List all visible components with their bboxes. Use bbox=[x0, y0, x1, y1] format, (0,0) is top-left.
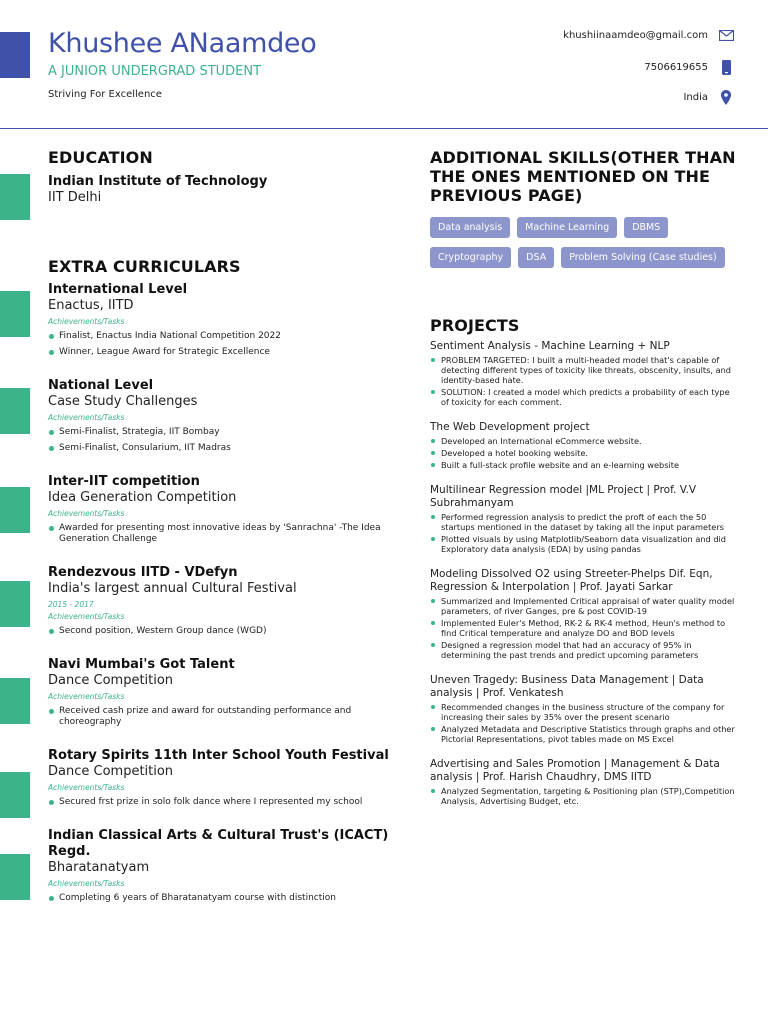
list-item: Performed regression analysis to predict the proft of each the 50 startups mentioned in the dataset by taking all the input parameters bbox=[430, 512, 740, 532]
achievements-list bbox=[48, 893, 398, 904]
section-marker bbox=[0, 174, 30, 220]
list-item: Implemented Euler's Method, RK-2 & RK-4 method, Heun's method to find Critical temperature and analyze DO and BOD levels bbox=[430, 618, 740, 638]
skills-heading: ADDITIONAL SKILLS(OTHER THAN THE ONES MENTIONED ON THE PREVIOUS PAGE) bbox=[430, 148, 736, 205]
achievements-label: Achievements/Tasks bbox=[48, 692, 125, 701]
list-item: Winner, League Award for Strategic Excellence bbox=[48, 347, 398, 358]
entry-title: Rendezvous IITD - VDefyn bbox=[48, 565, 238, 580]
project-item bbox=[430, 484, 740, 554]
project-item bbox=[430, 340, 740, 407]
projects-heading: PROJECTS bbox=[430, 316, 520, 335]
project-item bbox=[430, 758, 740, 806]
entry-title: International Level bbox=[48, 282, 188, 297]
skills-tag-list bbox=[430, 217, 740, 268]
achievements-list bbox=[48, 427, 398, 454]
project-title: Modeling Dissolved O2 using Streeter-Phelps Dif. Eqn, Regression & Interpolation | Prof. Jayati Sarkar bbox=[430, 568, 713, 593]
section-marker bbox=[0, 772, 30, 818]
project-title: Uneven Tragedy: Business Data Management | Data analysis | Prof. Venkatesh bbox=[430, 674, 704, 699]
achievements-label: Achievements/Tasks bbox=[48, 783, 125, 792]
contact-email[interactable] bbox=[563, 28, 734, 42]
right-column bbox=[430, 148, 740, 806]
section-marker bbox=[0, 291, 30, 337]
project-bullets bbox=[430, 596, 740, 660]
skill-tag: Data analysis bbox=[430, 217, 510, 238]
project-bullets bbox=[430, 702, 740, 744]
achievements-label: Achievements/Tasks bbox=[48, 317, 125, 326]
entry-subtitle: Enactus, IITD bbox=[48, 298, 134, 313]
header-divider bbox=[0, 128, 768, 129]
skill-tag: Cryptography bbox=[430, 247, 511, 268]
resume-name: Khushee ANaamdeo bbox=[48, 28, 317, 59]
project-bullets bbox=[430, 786, 740, 806]
extra-entry-rotary bbox=[48, 748, 398, 808]
project-bullets bbox=[430, 512, 740, 554]
project-title: The Web Development project bbox=[430, 421, 590, 433]
skill-tag: Machine Learning bbox=[517, 217, 617, 238]
achievements-list bbox=[48, 706, 398, 728]
entry-subtitle: Dance Competition bbox=[48, 673, 174, 688]
list-item: Awarded for presenting most innovative ideas by 'Sanrachna' -The Idea Generation Challenge bbox=[48, 523, 398, 545]
list-item: Analyzed Segmentation, targeting & Positioning plan (STP),Competition Analysis, Advertising Budget, etc. bbox=[430, 786, 740, 806]
extra-entry-rendezvous bbox=[48, 565, 398, 637]
resume-tagline: A JUNIOR UNDERGRAD STUDENT bbox=[48, 64, 262, 79]
mobile-phone-icon bbox=[718, 60, 734, 74]
list-item: Received cash prize and award for outstanding performance and choreography bbox=[48, 706, 398, 728]
achievements-label: Achievements/Tasks bbox=[48, 413, 125, 422]
extra-curriculars-heading: EXTRA CURRICULARS bbox=[48, 257, 241, 276]
project-item bbox=[430, 674, 740, 744]
list-item: Built a full-stack profile website and an e-learning website bbox=[430, 460, 740, 470]
achievements-label: Achievements/Tasks bbox=[48, 879, 125, 888]
project-title: Advertising and Sales Promotion | Management & Data analysis | Prof. Harish Chaudhry, DMS IITD bbox=[430, 758, 720, 783]
location-text: India bbox=[683, 91, 708, 103]
entry-title: National Level bbox=[48, 378, 154, 393]
education-campus: IIT Delhi bbox=[48, 190, 102, 205]
skill-tag: Problem Solving (Case studies) bbox=[561, 247, 725, 268]
list-item: Semi-Finalist, Consularium, IIT Madras bbox=[48, 443, 398, 454]
entry-title: Rotary Spirits 11th Inter School Youth Festival bbox=[48, 748, 389, 763]
phone-text[interactable]: 7506619655 bbox=[644, 61, 708, 73]
project-bullets bbox=[430, 436, 740, 470]
extra-entry-inter-iit bbox=[48, 474, 398, 545]
list-item: PROBLEM TARGETED: I built a multi-headed model that's capable of detecting different types of toxicity like threats, obscenity, insults, and identity-based hate. bbox=[430, 355, 740, 385]
header-accent-block bbox=[0, 32, 30, 78]
entry-date: 2015 - 2017 bbox=[48, 600, 94, 609]
section-marker bbox=[0, 854, 30, 900]
education-institution: Indian Institute of Technology bbox=[48, 174, 268, 189]
list-item: Completing 6 years of Bharatanatyam course with distinction bbox=[48, 893, 398, 904]
skill-tag: DBMS bbox=[624, 217, 668, 238]
list-item: Secured frst prize in solo folk dance where I represented my school bbox=[48, 797, 398, 808]
list-item: SOLUTION: I created a model which predicts a probability of each type of toxicity for each comment. bbox=[430, 387, 740, 407]
achievements-label: Achievements/Tasks bbox=[48, 509, 125, 518]
resume-motto: Striving For Excellence bbox=[48, 89, 162, 100]
achievements-list bbox=[48, 626, 398, 637]
entry-title: Indian Classical Arts & Cultural Trust's (ICACT) Regd. bbox=[48, 828, 389, 859]
location-pin-icon bbox=[718, 90, 734, 104]
achievements-list bbox=[48, 523, 398, 545]
extra-entry-national bbox=[48, 378, 398, 454]
envelope-icon bbox=[718, 28, 734, 42]
left-column bbox=[48, 148, 398, 904]
achievements-list bbox=[48, 331, 398, 358]
project-item bbox=[430, 568, 740, 660]
list-item: Recommended changes in the business structure of the company for increasing their sales by 35% over the present scenario bbox=[430, 702, 740, 722]
list-item: Developed an International eCommerce website. bbox=[430, 436, 740, 446]
list-item: Plotted visuals by using Matplotlib/Seaborn data visualization and did Exploratory data analysis (EDA) by using pandas bbox=[430, 534, 740, 554]
contact-location bbox=[683, 90, 734, 104]
extra-entry-international bbox=[48, 282, 398, 358]
section-marker bbox=[0, 581, 30, 627]
section-marker bbox=[0, 678, 30, 724]
project-title: Multilinear Regression model |ML Project | Prof. V.V Subrahmanyam bbox=[430, 484, 697, 509]
education-entry bbox=[48, 174, 398, 206]
list-item: Semi-Finalist, Strategia, IIT Bombay bbox=[48, 427, 398, 438]
achievements-list bbox=[48, 797, 398, 808]
achievements-label: Achievements/Tasks bbox=[48, 612, 125, 621]
education-heading: EDUCATION bbox=[48, 148, 153, 167]
list-item: Designed a regression model that had an accuracy of 95% in determining the past trends and predict upcoming parameters bbox=[430, 640, 740, 660]
project-title: Sentiment Analysis - Machine Learning + NLP bbox=[430, 340, 670, 352]
extra-entry-icact bbox=[48, 828, 398, 904]
list-item: Developed a hotel booking website. bbox=[430, 448, 740, 458]
list-item: Finalist, Enactus India National Competition 2022 bbox=[48, 331, 398, 342]
contact-phone[interactable] bbox=[644, 60, 734, 74]
section-marker bbox=[0, 388, 30, 434]
list-item: Analyzed Metadata and Descriptive Statistics through graphs and other Pictorial Representations, pivot tables made on MS Excel bbox=[430, 724, 740, 744]
entry-title: Inter-IIT competition bbox=[48, 474, 200, 489]
entry-title: Navi Mumbai's Got Talent bbox=[48, 657, 235, 672]
entry-subtitle: Idea Generation Competition bbox=[48, 490, 237, 505]
skill-tag: DSA bbox=[518, 247, 554, 268]
entry-subtitle: India's largest annual Cultural Festival bbox=[48, 581, 297, 596]
entry-subtitle: Case Study Challenges bbox=[48, 394, 198, 409]
project-item bbox=[430, 421, 740, 470]
entry-subtitle: Dance Competition bbox=[48, 764, 174, 779]
project-bullets bbox=[430, 355, 740, 407]
list-item: Summarized and Implemented Critical appraisal of water quality model parameters, of river Ganges, pre & post COVID-19 bbox=[430, 596, 740, 616]
extra-entry-navi-mumbai bbox=[48, 657, 398, 728]
entry-subtitle: Bharatanatyam bbox=[48, 860, 150, 875]
section-marker bbox=[0, 487, 30, 533]
email-text[interactable]: khushiinaamdeo@gmail.com bbox=[563, 29, 708, 41]
list-item: Second position, Western Group dance (WGD) bbox=[48, 626, 398, 637]
